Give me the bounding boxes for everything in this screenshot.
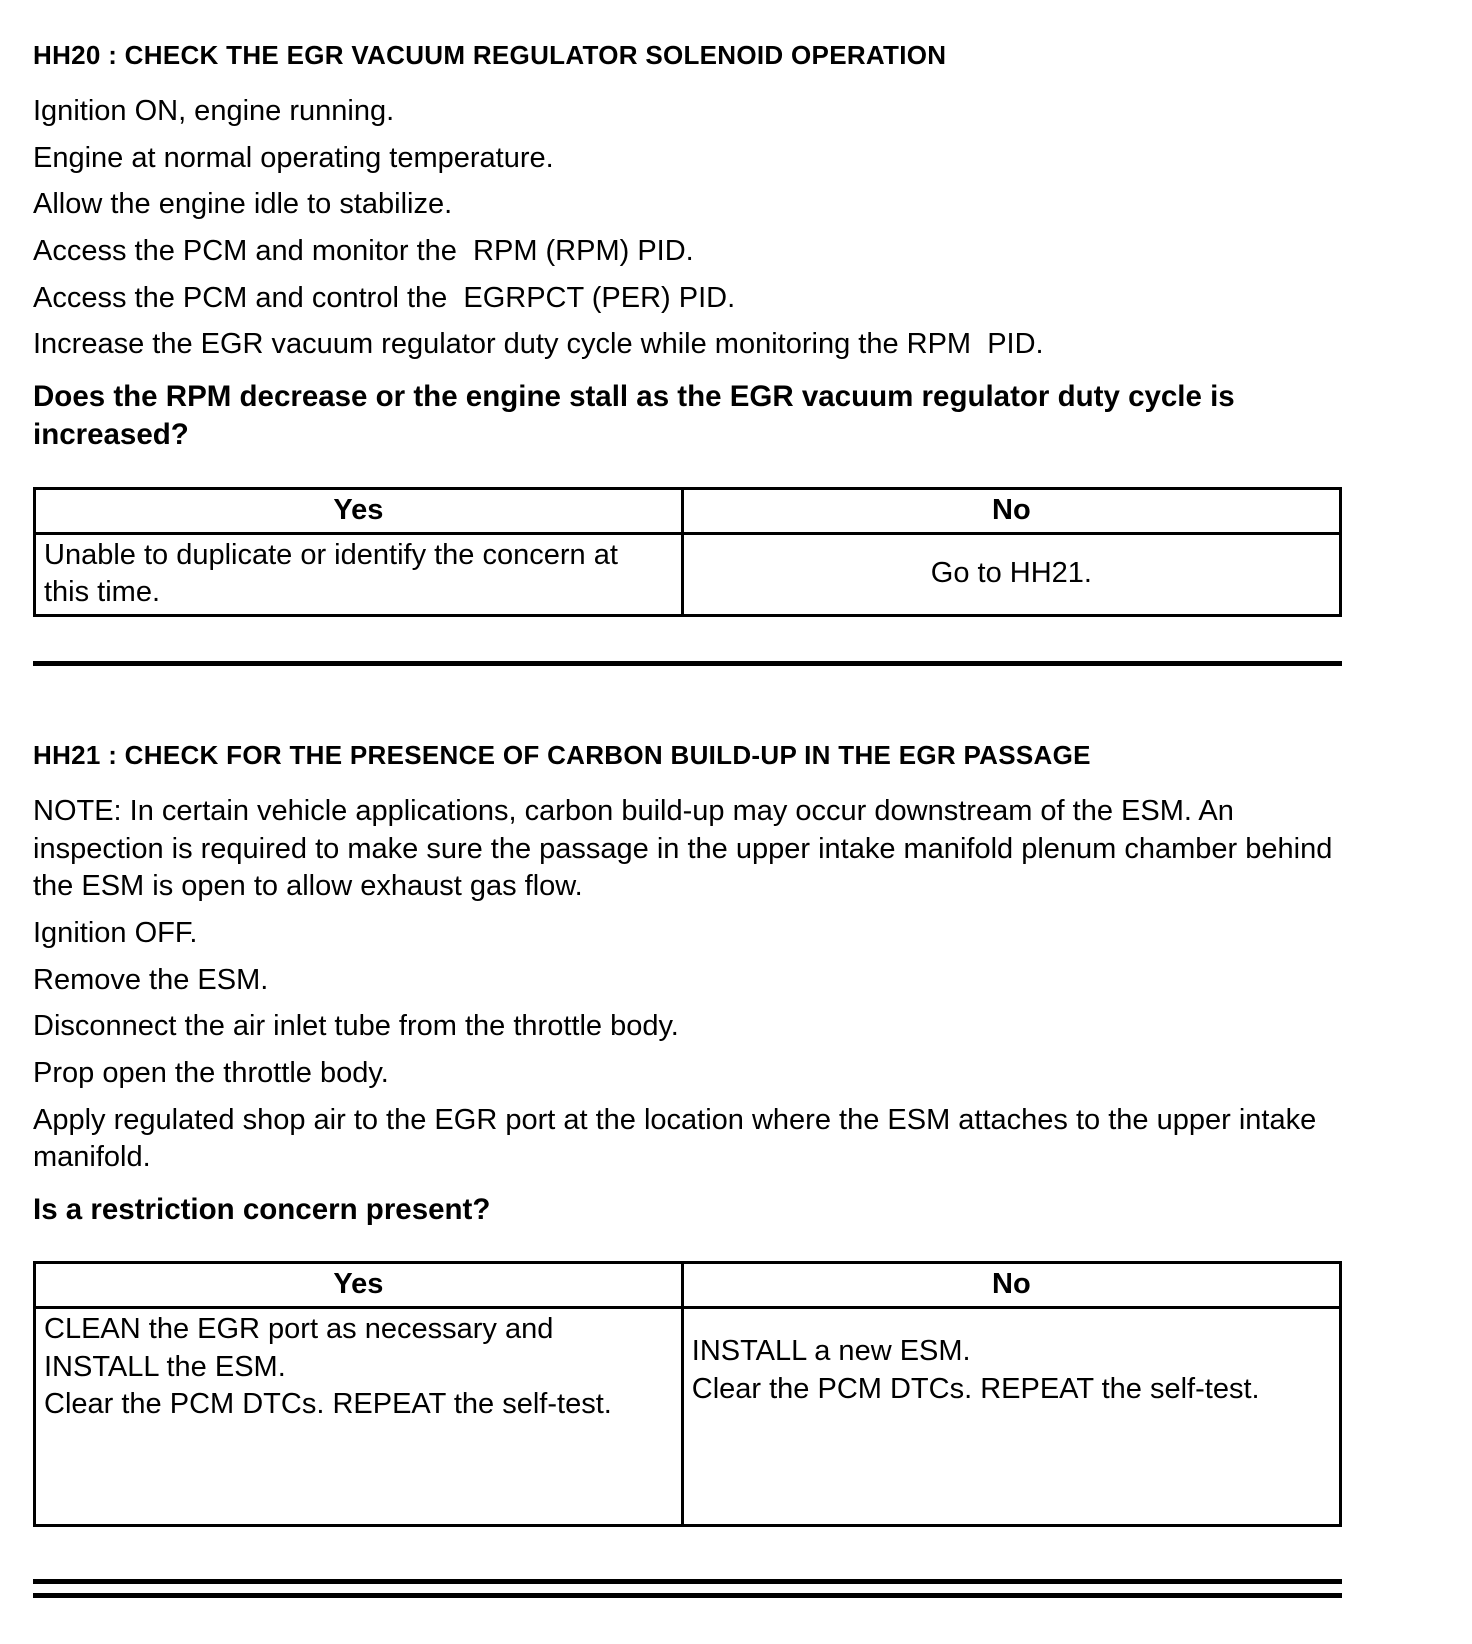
- section-divider: [33, 661, 1342, 666]
- procedure-step: Increase the EGR vacuum regulator duty cycle while monitoring the RPM PID.: [33, 328, 1044, 361]
- no-result-line: Clear the PCM DTCs. REPEAT the self-test.: [691, 1372, 1260, 1405]
- procedure-step: Remove the ESM.: [33, 963, 269, 996]
- no-header-cell: No: [682, 1263, 1340, 1308]
- page-end-rules: [33, 1579, 1342, 1598]
- bottom-rule: [33, 1593, 1342, 1598]
- section-title-hh20: HH20 : CHECK THE EGR VACUUM REGULATOR SOLENOID OPERATION: [33, 40, 947, 70]
- procedure-step: Prop open the throttle body.: [33, 1057, 389, 1089]
- table-result-row: [35, 1308, 1341, 1526]
- table-header-row: [35, 488, 1341, 533]
- table-header-row: [35, 1263, 1341, 1308]
- yes-result-cell: [35, 1308, 683, 1526]
- document-page: [33, 0, 1342, 1628]
- question-text-hh20: Does the RPM decrease or the engine stall as the EGR vacuum regulator duty cycle is increased?: [33, 380, 1235, 452]
- bottom-rule: [33, 1579, 1342, 1584]
- procedure-step: Ignition OFF.: [33, 916, 198, 949]
- procedure-step: Access the PCM and control the EGRPCT (PER) PID.: [33, 281, 736, 314]
- section-hh20: [33, 40, 1342, 617]
- yes-result-line: this time.: [44, 576, 161, 609]
- procedure-step: Apply regulated shop air to the EGR port at the location where the ESM attaches to the upper intake manifold.: [33, 1103, 1325, 1174]
- yes-result-line: Unable to duplicate or identify the concern at: [44, 538, 618, 571]
- yes-result-line: Clear the PCM DTCs. REPEAT the self-test.: [44, 1388, 612, 1421]
- procedure-step: Disconnect the air inlet tube from the throttle body.: [33, 1010, 679, 1043]
- question-text-hh21: Is a restriction concern present?: [33, 1193, 491, 1227]
- section-title-hh21: HH21 : CHECK FOR THE PRESENCE OF CARBON BUILD-UP IN THE EGR PASSAGE: [33, 739, 1091, 770]
- yes-result-cell: [35, 533, 683, 615]
- decision-table-hh21: [33, 1261, 1342, 1527]
- decision-table-hh20: [33, 487, 1342, 617]
- procedure-step: Access the PCM and monitor the RPM (RPM) PID.: [33, 235, 694, 268]
- procedure-step: Engine at normal operating temperature.: [33, 141, 554, 174]
- no-result-line: INSTALL a new ESM.: [691, 1335, 971, 1368]
- yes-header-cell: Yes: [35, 488, 683, 533]
- no-header-cell: No: [682, 488, 1340, 533]
- no-result-cell: [682, 533, 1340, 615]
- yes-result-line: CLEAN the EGR port as necessary and: [44, 1313, 554, 1346]
- procedure-step: Allow the engine idle to stabilize.: [33, 188, 453, 221]
- procedure-step: Ignition ON, engine running.: [33, 95, 395, 127]
- no-result-line: Go to HH21.: [930, 557, 1092, 590]
- no-result-cell: [682, 1308, 1340, 1526]
- section-hh21: [33, 740, 1342, 1527]
- table-result-row: [35, 533, 1341, 615]
- procedure-note: NOTE: In certain vehicle applications, carbon build-up may occur downstream of the ESM. An inspection is required to make sure the passage in the upper intake manifold plenum chamber behind the ESM is open to allow exhaust gas flow.: [33, 794, 1341, 903]
- yes-result-line: INSTALL the ESM.: [44, 1350, 286, 1383]
- yes-header-cell: Yes: [35, 1263, 683, 1308]
